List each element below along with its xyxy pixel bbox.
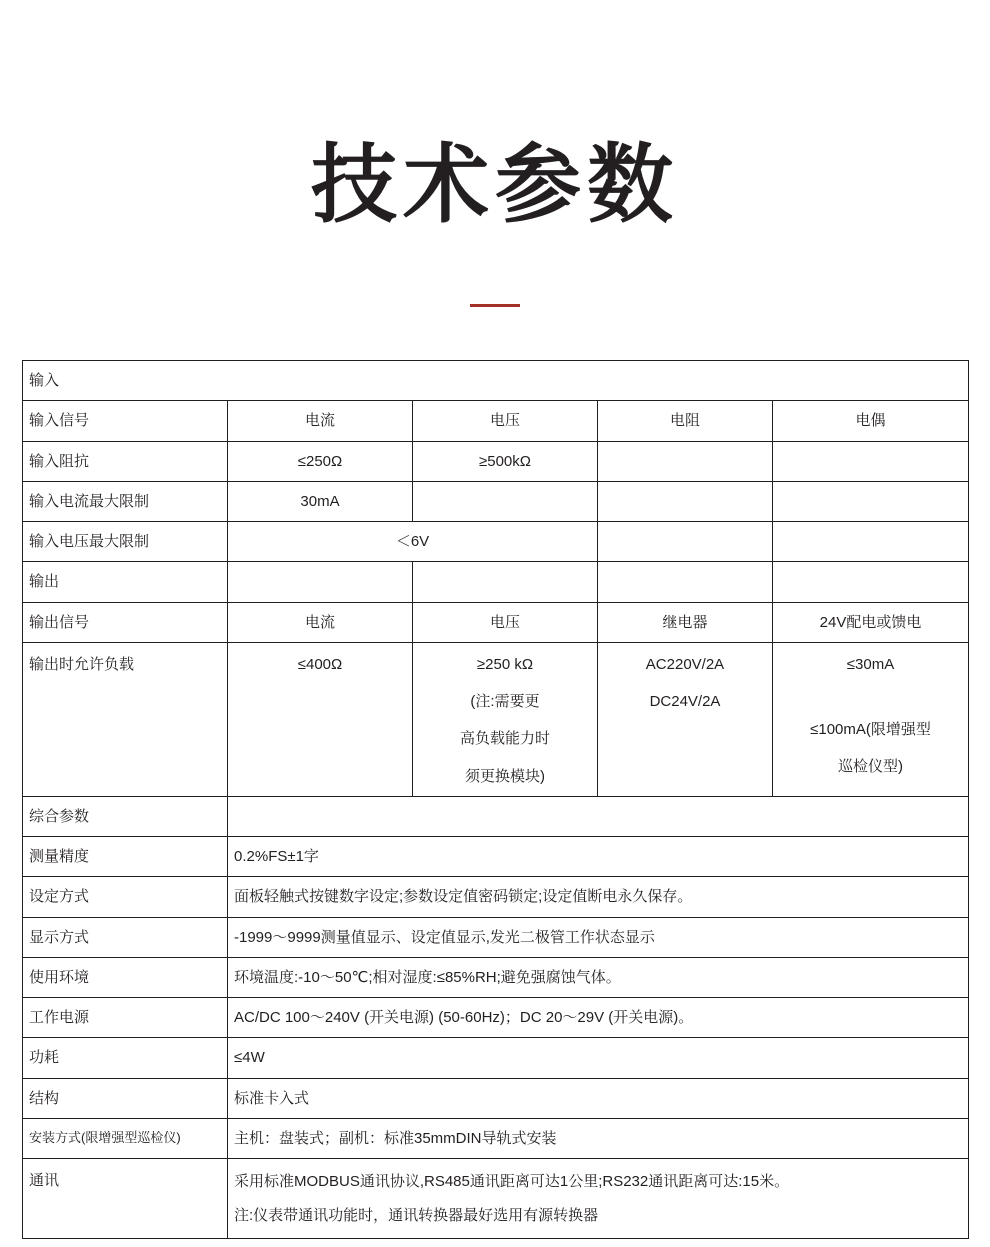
cell-input-signal-resistance: 电阻 <box>598 401 773 441</box>
cell-input-voltage-max-thermocouple <box>773 522 969 562</box>
cell-input-current-max-current: 30mA <box>228 481 413 521</box>
cell-input-signal-voltage: 电压 <box>413 401 598 441</box>
table-row <box>23 401 969 441</box>
cell-output-load-relay-line1: AC220V/2A <box>645 655 725 673</box>
cell-communication-line1: 采用标准MODBUS通讯协议,RS485通讯距离可达1公里;RS232通讯距离可达:15米。 <box>234 1173 790 1190</box>
row-label-communication: 通讯 <box>23 1159 228 1239</box>
cell-output-signal-relay: 继电器 <box>598 602 773 642</box>
table-row <box>23 877 969 917</box>
cell-output-load-voltage-line1: ≥250 kΩ <box>476 655 534 673</box>
table-row <box>23 562 969 602</box>
cell-input-impedance-resistance <box>598 441 773 481</box>
row-label-output-signal: 输出信号 <box>23 602 228 642</box>
row-label-installation: 安装方式(限增强型巡检仪) <box>23 1118 228 1158</box>
table-row <box>23 602 969 642</box>
cell-power-supply-value: AC/DC 100～240V (开关电源) (50-60Hz)；DC 20～29V (开关电源)。 <box>228 998 969 1038</box>
section-output-filler-1 <box>228 562 413 602</box>
cell-input-current-max-thermocouple <box>773 481 969 521</box>
title-divider-wrap <box>0 304 990 307</box>
cell-input-current-max-resistance <box>598 481 773 521</box>
cell-output-load-relay <box>598 642 773 796</box>
cell-accuracy-value: 0.2%FS±1字 <box>228 837 969 877</box>
title-divider <box>470 304 520 307</box>
row-label-power-supply: 工作电源 <box>23 998 228 1038</box>
table-row <box>23 441 969 481</box>
section-input-label: 输入 <box>23 361 969 401</box>
cell-input-signal-thermocouple: 电偶 <box>773 401 969 441</box>
cell-setting-mode-value: 面板轻触式按键数字设定;参数设定值密码锁定;设定值断电永久保存。 <box>228 877 969 917</box>
table-row <box>23 642 969 796</box>
cell-input-signal-current: 电流 <box>228 401 413 441</box>
page-title: 技术参数 <box>311 137 679 233</box>
table-row <box>23 1038 969 1078</box>
row-label-input-current-max: 输入电流最大限制 <box>23 481 228 521</box>
section-output-label: 输出 <box>23 562 228 602</box>
cell-structure-value: 标准卡入式 <box>228 1078 969 1118</box>
table-row <box>23 481 969 521</box>
row-label-setting-mode: 设定方式 <box>23 877 228 917</box>
cell-output-load-power-line2: ≤100mA(限增强型 <box>810 721 931 738</box>
row-label-environment: 使用环境 <box>23 957 228 997</box>
cell-output-load-voltage <box>413 642 598 796</box>
cell-output-load-voltage-line4: 须更换模块) <box>465 767 545 785</box>
cell-output-load-power-line1: ≤30mA <box>846 655 895 673</box>
cell-input-voltage-max-resistance <box>598 522 773 562</box>
cell-output-signal-voltage: 电压 <box>413 602 598 642</box>
table-row <box>23 1078 969 1118</box>
cell-output-signal-current: 电流 <box>228 602 413 642</box>
section-output-filler-2 <box>413 562 598 602</box>
row-label-output-load: 输出时允许负载 <box>23 642 228 796</box>
table-row <box>23 1118 969 1158</box>
cell-power-consumption-value: ≤4W <box>228 1038 969 1078</box>
table-row <box>23 796 969 836</box>
cell-output-load-current: ≤400Ω <box>228 642 413 796</box>
table-row <box>23 837 969 877</box>
table-row <box>23 957 969 997</box>
row-label-power-consumption: 功耗 <box>23 1038 228 1078</box>
table-row <box>23 998 969 1038</box>
row-label-structure: 结构 <box>23 1078 228 1118</box>
section-overall-filler <box>228 796 969 836</box>
table-row <box>23 361 969 401</box>
section-output-filler-4 <box>773 562 969 602</box>
cell-input-impedance-voltage: ≥500kΩ <box>413 441 598 481</box>
table-row <box>23 522 969 562</box>
cell-communication-line2: 注:仪表带通讯功能时，通讯转换器最好选用有源转换器 <box>234 1207 599 1225</box>
cell-communication-value <box>228 1159 969 1239</box>
cell-input-voltage-max-value: ＜6V <box>228 522 598 562</box>
cell-input-impedance-current: ≤250Ω <box>228 441 413 481</box>
cell-output-load-voltage-line3: 高负载能力时 <box>459 730 550 748</box>
row-label-accuracy: 测量精度 <box>23 837 228 877</box>
cell-input-impedance-thermocouple <box>773 441 969 481</box>
section-output-filler-3 <box>598 562 773 602</box>
cell-display-mode-value: -1999～9999测量值显示、设定值显示,发光二极管工作状态显示 <box>228 917 969 957</box>
cell-output-signal-power: 24V配电或馈电 <box>773 602 969 642</box>
section-overall-label: 综合参数 <box>23 796 228 836</box>
cell-output-load-power-line3: 巡检仪型) <box>838 758 904 776</box>
cell-output-load-power <box>773 642 969 796</box>
row-label-display-mode: 显示方式 <box>23 917 228 957</box>
cell-installation-value: 主机：盘装式；副机：标准35mmDIN导轨式安装 <box>228 1118 969 1158</box>
table-row <box>23 917 969 957</box>
row-label-input-signal: 输入信号 <box>23 401 228 441</box>
table-row <box>23 1159 969 1239</box>
cell-input-current-max-voltage <box>413 481 598 521</box>
row-label-input-voltage-max: 输入电压最大限制 <box>23 522 228 562</box>
spec-table <box>22 360 969 1239</box>
spec-table-wrap <box>22 360 968 1239</box>
cell-output-load-relay-line2: DC24V/2A <box>649 693 721 710</box>
row-label-input-impedance: 输入阻抗 <box>23 441 228 481</box>
cell-environment-value: 环境温度:-10～50℃;相对湿度:≤85%RH;避免强腐蚀气体。 <box>228 957 969 997</box>
cell-output-load-voltage-line2: (注:需要更 <box>470 693 540 710</box>
